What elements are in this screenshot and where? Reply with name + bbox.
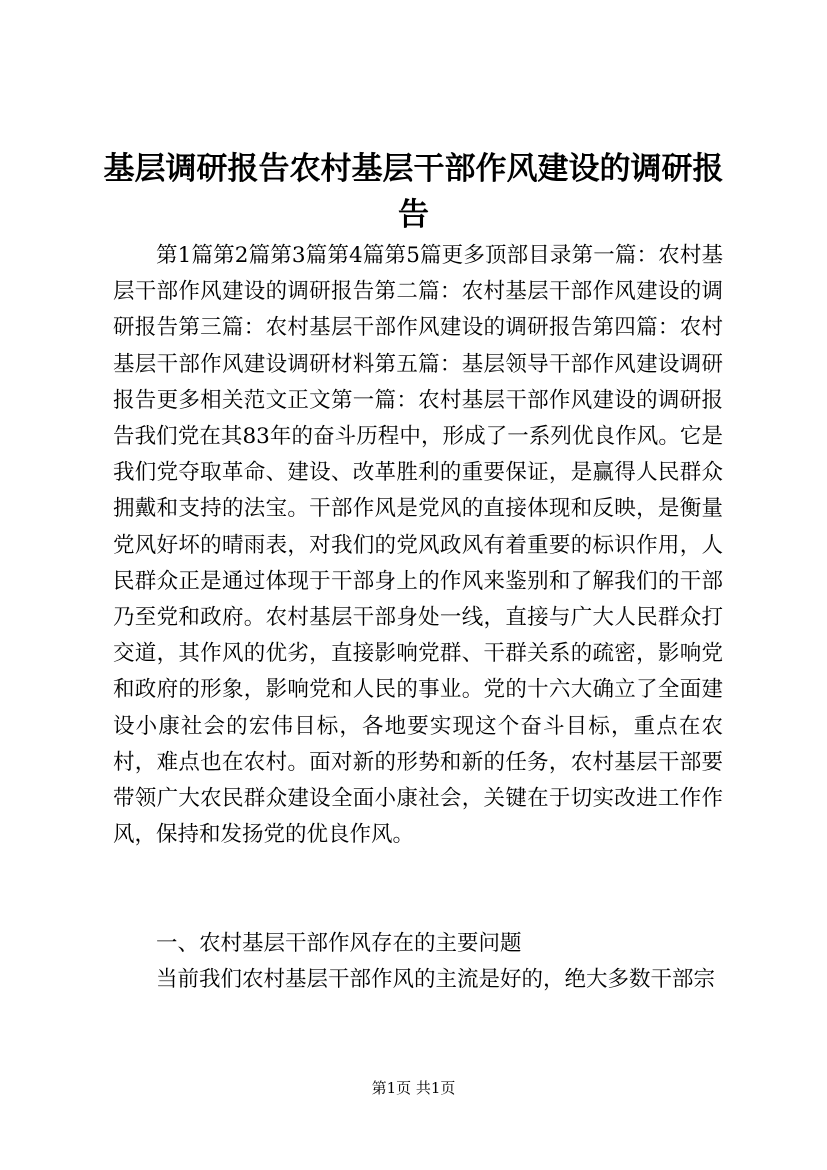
page-title: 基层调研报告农村基层干部作风建设的调研报告 — [103, 151, 724, 233]
body-paragraph: 当前我们农村基层干部作风的主流是好的，绝大多数干部宗 — [156, 967, 716, 992]
body-paragraph: 第1篇第2篇第3篇第4篇第5篇更多顶部目录第一篇：农村基层干部作风建设的调研报告第二篇：农村基层干部作风建设的调研报告第三篇：农村基层干部作风建设的调研报告第四篇：农村基层干部作风建设调研材料第五篇：基层领导干部作风建设调研报告更多相关范文正文第一篇：农村基层干部作风建设的调研报告我们党在其83年的奋斗历程中，形成了一系列优良作风。它是我们党夺取革命、建设、改革胜利的重要保证，是赢得人民群众拥戴和支持的法宝。干部作风是党风的直接体现和反映，是衡量党风好坏的晴雨表，对我们的党风政风有着重要的标识作用，人民群众正是通过体现于干部身上的作风来鉴别和了解我们的干部乃至党和政府。农村基层干部身处一线，直接与广大人民群众打交道，其作风的优劣，直接影响党群、干群关系的疏密，影响党和政府的形象，影响党和人民的事业。党的十六大确立了全面建设小康社会的宏伟目标，各地要实现这个奋斗目标，重点在农村，难点也在农村。面对新的形势和新的任务，农村基层干部要带领广大农民群众建设全面小康社会，关键在于切实改进工作作风，保持和发扬党的优良作风。 — [113, 243, 723, 848]
section-heading: 一、农村基层干部作风存在的主要问题 — [156, 931, 522, 956]
page-footer: 第1页 共1页 — [371, 1079, 456, 1097]
